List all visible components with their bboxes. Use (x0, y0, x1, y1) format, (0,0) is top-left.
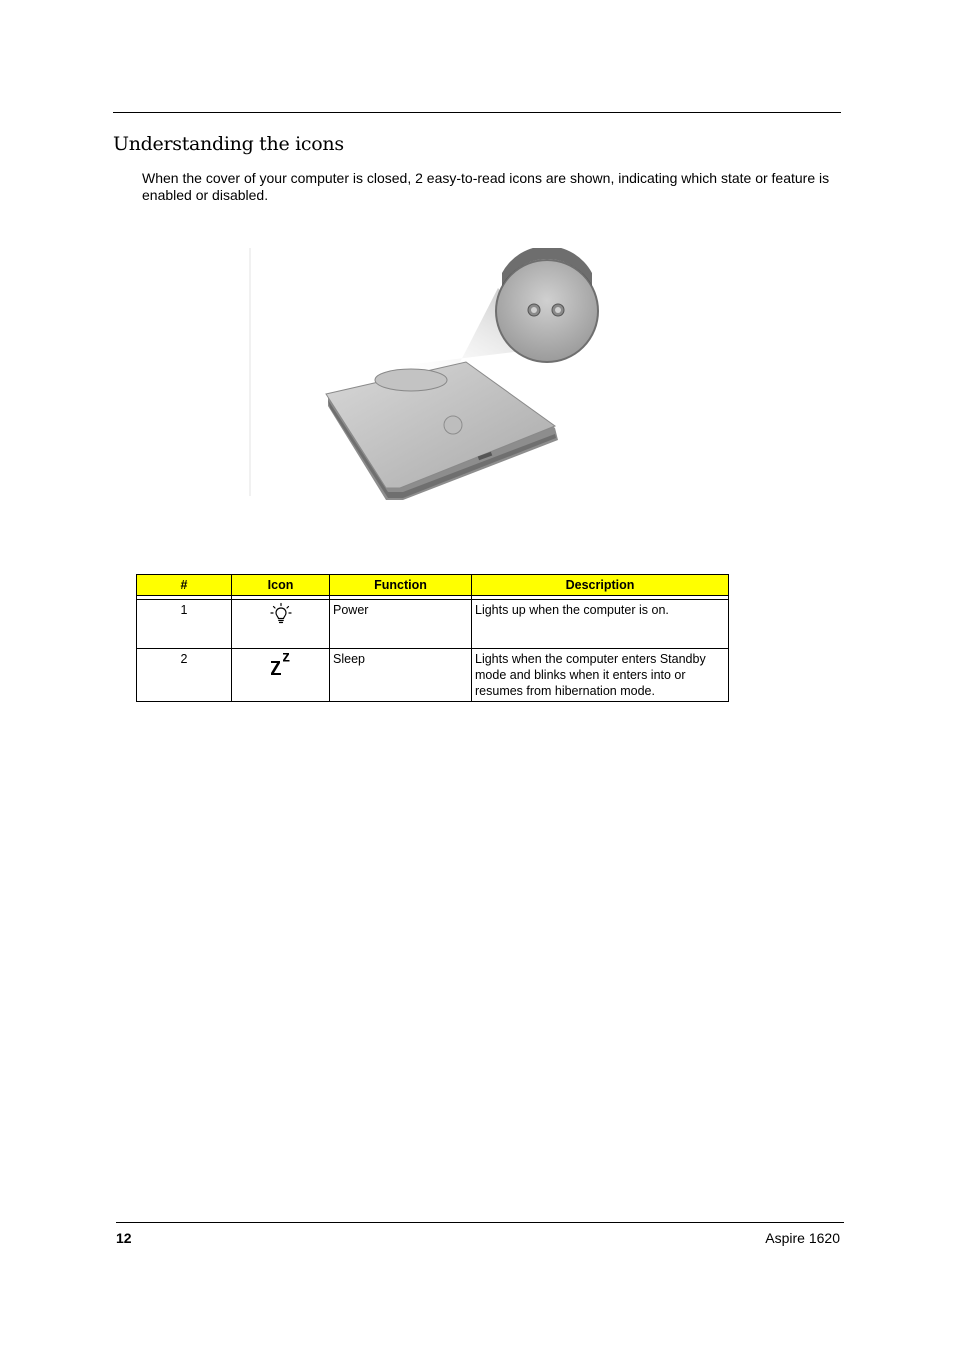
row-icon-cell (232, 649, 330, 702)
footer-rule (116, 1222, 844, 1223)
row-description: Lights when the computer enters Standby mode and blinks when it enters into or resumes from hibernation mode. (472, 649, 729, 702)
row-function: Power (330, 600, 472, 649)
table-header-row (137, 575, 729, 596)
row-function: Sleep (330, 649, 472, 702)
top-rule (113, 112, 841, 113)
row-icon-cell (232, 600, 330, 649)
header-icon: Icon (232, 575, 330, 596)
closed-laptop-illustration (248, 248, 608, 508)
header-function: Function (330, 575, 472, 596)
row-description: Lights up when the computer is on. (472, 600, 729, 649)
row-number: 2 (137, 649, 232, 702)
page-number: 12 (116, 1230, 132, 1246)
icon-function-table (136, 574, 729, 702)
row-number: 1 (137, 600, 232, 649)
sleep-zz-icon (268, 651, 294, 677)
table-row (137, 600, 729, 649)
power-light-icon (269, 602, 293, 626)
header-description: Description (472, 575, 729, 596)
product-name: Aspire 1620 (765, 1230, 840, 1246)
table-row (137, 649, 729, 702)
closed-laptop-figure (248, 248, 608, 508)
section-title: Understanding the icons (113, 133, 344, 155)
header-number: # (137, 575, 232, 596)
intro-paragraph: When the cover of your computer is closed, 2 easy-to-read icons are shown, indicating which state or feature is enabled or disabled. (142, 170, 830, 203)
